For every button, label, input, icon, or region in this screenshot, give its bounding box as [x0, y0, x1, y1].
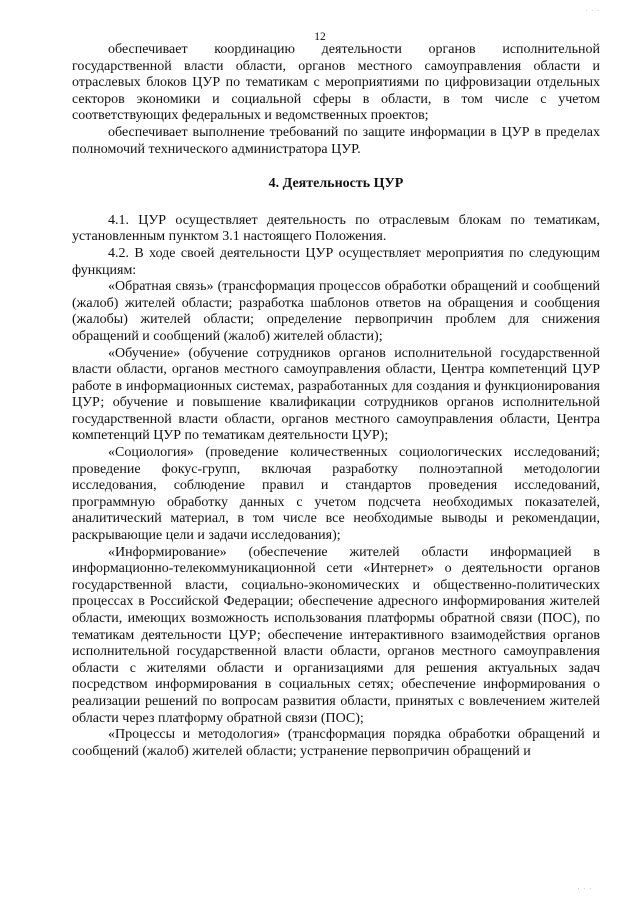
paragraph: «Обратная связь» (трансформация процессов обработки обращений и сообщений (жалоб) жителей области; разработка шаблонов ответов на обращения и сообщения (жалобы) жителей области; определение первопричин проблем для снижения обращений и сообщений (жалоб) жителей области); — [72, 279, 600, 344]
paragraph: «Информирование» (обеспечение жителей области информацией в информационно-телекоммуникационной сети «Интернет» о деятельности органов государственной власти, социально-экономических и общественно-политических процессах в Российской Федерации; обеспечение адресного информирования жителей области, имеющих возможность использования платформы обратной связи (ПОС), по тематикам деятельности ЦУР; обеспечение интерактивного взаимодействия органов исполнительной государственной власти области, органов местного самоуправления области с жителями области и организациями для решения актуальных задач посредством информирования в социальных сетях; обеспечение информирования о реализации решений по вопросам развития области, принятых с вовлечением жителей области через платформу обратной связи (ПОС); — [72, 544, 600, 726]
paragraph: 4.1. ЦУР осуществляет деятельность по отраслевым блокам по тематикам, установленным пунктом 3.1 настоящего Положения. — [72, 212, 600, 245]
paragraph: обеспечивает координацию деятельности органов исполнительной государственной власти области, органов местного самоуправления области и отраслевых блоков ЦУР по тематикам с мероприятиями по цифровизации отдельных секторов экономики и социальной сферы в области, в том числе с учетом соответствующих федеральных и ведомственных проектов; — [72, 42, 600, 124]
paragraph: «Процессы и методология» (трансформация порядка обработки обращений и сообщений (жалоб) жителей области; устранение первопричин обращений и — [72, 727, 600, 759]
paragraph: «Обучение» (обучение сотрудников органов исполнительной государственной власти области, органов местного самоуправления области, Центра компетенций ЦУР работе в информационных системах, разработанных для создания и функционирования ЦУР; обучение и повышение квалификации сотрудников органов исполнительной государственной власти области, органов местного самоуправления области, Центра компетенций ЦУР по тематикам деятельности ЦУР); — [72, 345, 600, 444]
page-number: 12 — [314, 31, 326, 43]
document-body — [72, 42, 600, 760]
paragraph: «Социология» (проведение количественных социологических исследований; проведение фокус-групп, включая разработку полноэтапной методологии исследования, соблюдение правил и стандартов проведения исследований, программную обработку данных с учетом подсчета необходимых показателей, аналитический материал, в том числе все необходимые выводы и рекомендации, раскрывающие цели и задачи исследования); — [72, 445, 600, 544]
paragraph: обеспечивает выполнение требований по защите информации в ЦУР в пределах полномочий технического администратора ЦУР. — [72, 124, 600, 157]
corner-mark-bottom: · · · — [577, 886, 592, 894]
paragraph: 4.2. В ходе своей деятельности ЦУР осуществляет мероприятия по следующим функциям: — [72, 245, 600, 278]
section-heading: 4. Деятельность ЦУР — [268, 176, 404, 192]
corner-mark-top: · · · — [585, 8, 600, 15]
